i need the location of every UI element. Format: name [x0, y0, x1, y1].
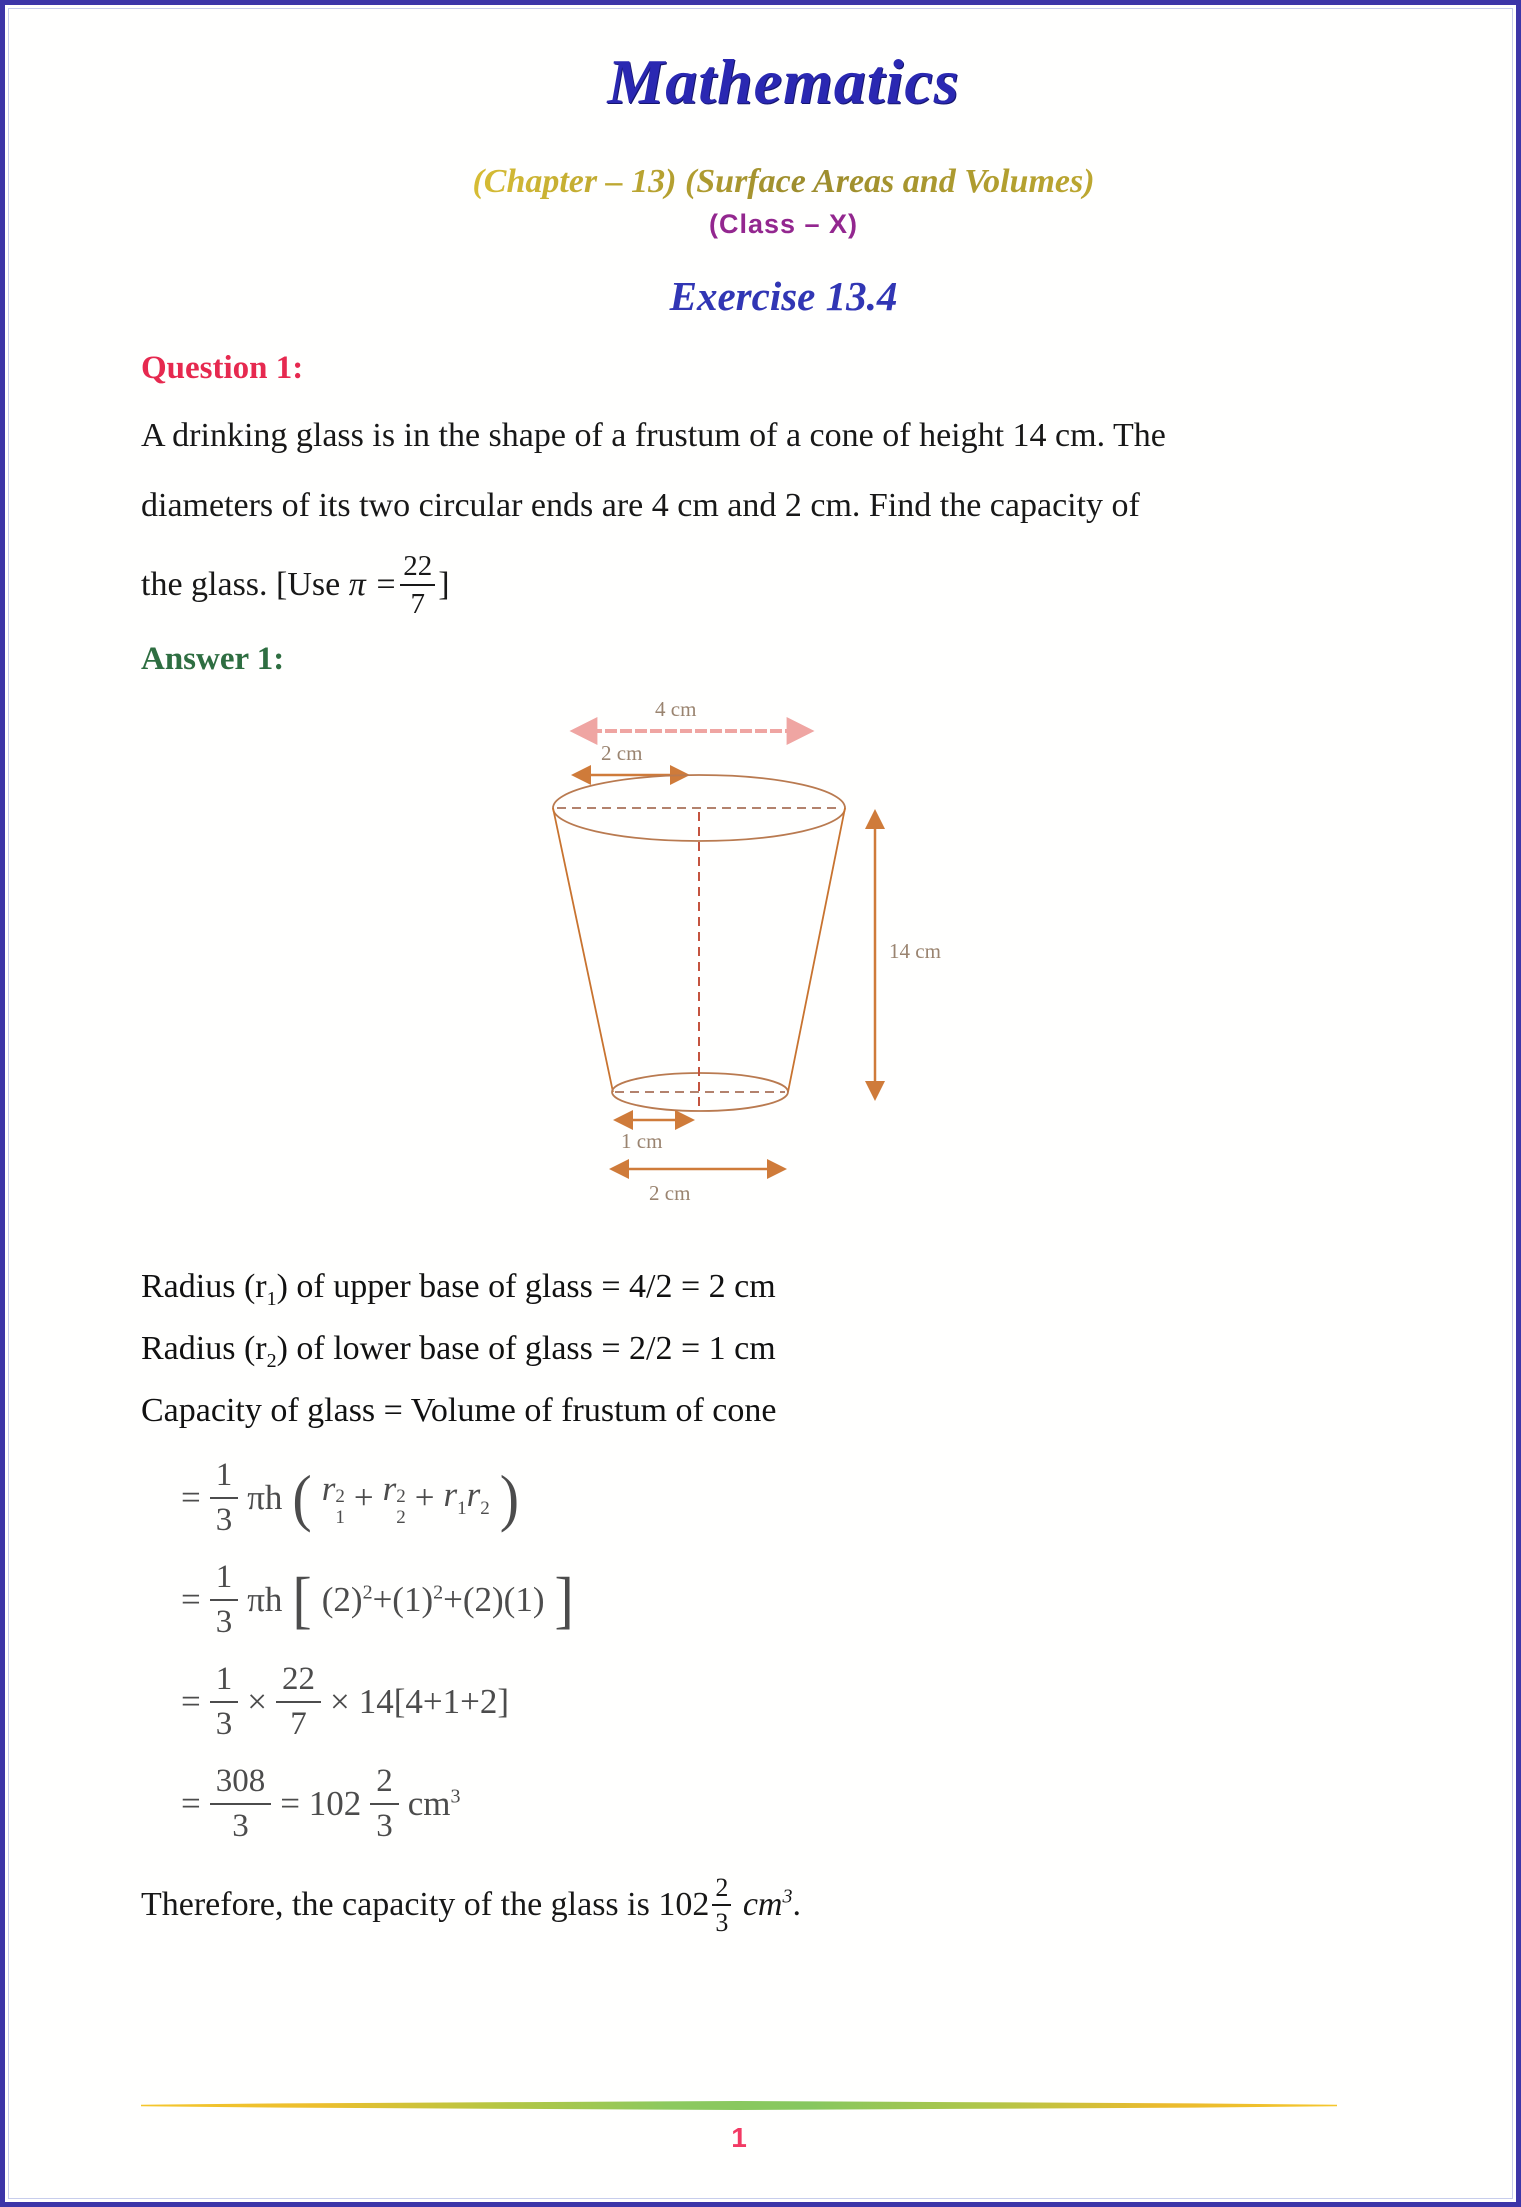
eq2-s3: +(2)(1) — [443, 1579, 545, 1619]
eq4-equals: = — [181, 1783, 201, 1823]
solution-text — [141, 1262, 1426, 1436]
eq1-t3-sub: 1 — [457, 1498, 467, 1520]
pi-equals: π = — [348, 566, 398, 603]
eq1-term-r1-squared — [322, 1469, 345, 1527]
eq4-unit — [408, 1784, 461, 1824]
eq1-pih: πh — [247, 1477, 283, 1517]
eq2-fraction-one-third — [210, 1560, 239, 1639]
eq3-equals: = — [181, 1681, 201, 1721]
eq1-plus-1: + — [353, 1477, 374, 1517]
capacity-line: Capacity of glass = Volume of frustum of cone — [141, 1391, 777, 1429]
eq4-unit-cm: cm — [407, 1783, 451, 1823]
eq1-t1-base: r — [321, 1468, 336, 1508]
radius-upper-line — [141, 1262, 1426, 1324]
question-line3-prefix: the glass. [Use — [141, 566, 349, 603]
eq4-frac2-den: 3 — [376, 1807, 393, 1844]
eq1-t1-sup: 2 — [335, 1485, 345, 1507]
left-side-line — [553, 808, 613, 1092]
eq3-fraction-22-7 — [276, 1662, 321, 1741]
eq3-rest: 14[4+1+2] — [358, 1681, 510, 1721]
eq2-sup2: 2 — [433, 1580, 444, 1603]
eq2-frac-num: 1 — [210, 1560, 239, 1601]
radius-lower-pre: Radius (r — [141, 1329, 267, 1367]
question-line-3 — [141, 541, 1426, 629]
eq2-equals: = — [181, 1579, 201, 1619]
eq2-s2: +(1) — [372, 1579, 434, 1619]
radius-lower-post: ) of lower base of glass = 2/2 = 1 cm — [276, 1329, 776, 1367]
conclusion-unit-cm: cm — [734, 1885, 783, 1923]
bottom-radius-label: 1 cm — [621, 1129, 663, 1153]
equation-computation — [181, 1658, 1426, 1746]
eq3-frac2-den: 7 — [290, 1705, 307, 1742]
radius-lower-sub: 2 — [266, 1349, 277, 1372]
page-footer — [5, 2101, 1516, 2154]
eq3-frac1-num: 1 — [210, 1662, 239, 1703]
radius-lower-line — [141, 1324, 1426, 1386]
page-number: 1 — [731, 2122, 747, 2153]
eq4-unit-sup: 3 — [450, 1784, 461, 1807]
conclusion-frac-den: 3 — [715, 1907, 729, 1937]
footer-gradient-rule — [141, 2101, 1337, 2110]
eq4-fraction-308-3 — [210, 1764, 272, 1843]
eq1-t4-base: r — [466, 1475, 481, 1515]
conclusion-period: . — [792, 1885, 801, 1923]
conclusion-line — [141, 1874, 1426, 1937]
pi-fraction-denominator: 7 — [410, 588, 425, 620]
height-label: 14 cm — [889, 939, 941, 963]
eq1-t1-sub: 1 — [335, 1506, 345, 1528]
eq2-open-bracket: [ — [292, 1563, 312, 1635]
eq1-plus-2: + — [414, 1477, 435, 1517]
eq3-times-2: × — [330, 1681, 350, 1721]
question-text — [141, 401, 1426, 629]
eq2-terms — [322, 1580, 545, 1620]
eq1-t2-sup: 2 — [396, 1485, 406, 1507]
question-line-1: A drinking glass is in the shape of a frustum of a cone of height 14 cm. The — [141, 417, 1166, 454]
equation-substitution — [181, 1556, 1426, 1644]
eq2-frac-den: 3 — [215, 1603, 233, 1640]
eq1-t2-sub: 2 — [396, 1506, 406, 1528]
eq1-t1-scripts — [335, 1487, 345, 1529]
eq1-term-r2-squared — [383, 1469, 406, 1527]
eq1-t2-scripts — [396, 1487, 406, 1529]
answer-label: Answer 1: — [141, 641, 285, 677]
class-heading: (Class – X) — [708, 209, 859, 239]
conclusion-fraction — [712, 1874, 731, 1937]
conclusion-text: Therefore, the capacity of the glass is 102 — [141, 1885, 710, 1923]
eq2-pih: πh — [247, 1579, 283, 1619]
eq2-close-bracket: ] — [554, 1563, 574, 1635]
eq4-frac1-den: 3 — [232, 1807, 249, 1844]
pi-fraction-numerator: 22 — [400, 551, 435, 586]
eq1-close-paren: ) — [499, 1461, 520, 1533]
question-line3-suffix: ] — [438, 566, 450, 603]
eq3-fraction-one-third — [210, 1662, 239, 1741]
eq1-open-paren: ( — [292, 1461, 312, 1533]
eq2-sup1: 2 — [362, 1580, 373, 1603]
radius-upper-pre: Radius (r — [141, 1268, 267, 1305]
eq4-fraction-2-3 — [370, 1764, 399, 1843]
eq1-t3-base: r — [443, 1475, 458, 1515]
frustum-figure — [545, 686, 1015, 1216]
question-line-2: diameters of its two circular ends are 4 cm and 2 cm. Find the capacity of — [141, 487, 1140, 524]
exercise-heading: Exercise 13.4 — [669, 273, 898, 319]
eq1-fraction-one-third — [210, 1458, 239, 1537]
eq1-frac-num: 1 — [210, 1458, 239, 1499]
bottom-diameter-label: 2 cm — [649, 1181, 691, 1205]
page-content — [5, 45, 1516, 1936]
equation-result — [181, 1760, 1426, 1848]
eq4-equals-102: = 102 — [280, 1783, 362, 1823]
conclusion-frac-num: 2 — [712, 1874, 731, 1906]
eq1-t4-sub: 2 — [480, 1498, 490, 1520]
radius-upper-sub: 1 — [266, 1287, 277, 1310]
conclusion-unit-sup: 3 — [782, 1885, 793, 1908]
eq3-times-1: × — [247, 1681, 267, 1721]
frustum-diagram — [545, 686, 1015, 1216]
question-label: Question 1: — [141, 350, 304, 386]
equation-formula — [181, 1454, 1426, 1542]
eq2-s1: (2) — [321, 1579, 363, 1619]
top-radius-label: 2 cm — [601, 741, 643, 765]
right-side-line — [788, 808, 845, 1092]
eq3-frac1-den: 3 — [215, 1705, 233, 1742]
top-diameter-label: 4 cm — [655, 697, 697, 721]
radius-upper-post: ) of upper base of glass = 4/2 = 2 cm — [276, 1268, 776, 1305]
eq1-term-r1r2 — [444, 1475, 490, 1520]
eq4-frac1-num: 308 — [210, 1764, 272, 1805]
conclusion-unit — [734, 1886, 792, 1924]
eq4-frac2-num: 2 — [370, 1764, 399, 1805]
equation-block — [181, 1454, 1426, 1848]
page-title: Mathematics — [607, 46, 960, 117]
eq1-frac-den: 3 — [215, 1501, 233, 1538]
eq1-equals: = — [181, 1477, 201, 1517]
eq1-t2-base: r — [382, 1468, 397, 1508]
chapter-heading: (Chapter – 13) (Surface Areas and Volumes) — [141, 163, 1426, 201]
pi-fraction — [400, 551, 435, 620]
eq3-frac2-num: 22 — [276, 1662, 321, 1703]
